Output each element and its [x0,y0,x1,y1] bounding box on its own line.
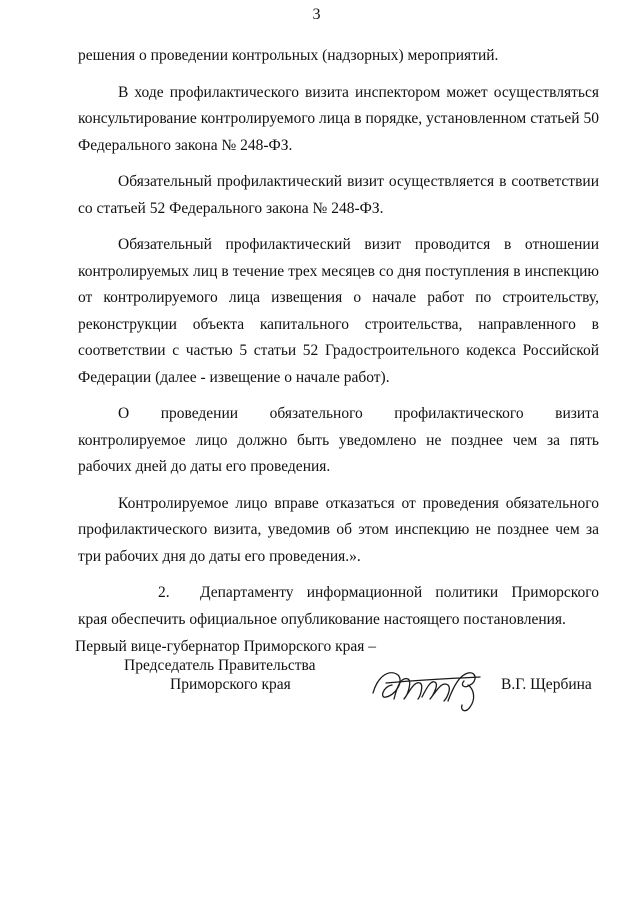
paragraph-consultation: В ходе профилактического визита инспектором может осуществляться консультирование контролируемого лица в порядке, установленном статьей 50 Федерального закона № 248-ФЗ. [78,83,599,154]
numbered-item-2 [78,580,599,633]
signatory-title-line-1: Первый вице-губернатор Приморского края – [75,638,377,655]
paragraph-mandatory-visit: Обязательный профилактический визит осуществляется в соответствии со статьей 52 Федерального закона № 248-ФЗ. [78,173,599,217]
document-body [78,43,599,643]
signer-name: В.Г. Щербина [501,676,592,693]
item-number: 2. [158,584,170,601]
paragraph-refusal: Контролируемое лицо вправе отказаться от проведения обязательного профилактического визита, уведомив об этом инспекцию не позднее чем за три рабочих дня до даты его проведения.». [78,494,599,565]
handwritten-signature [368,655,508,715]
signatory-title-line-3: Приморского края [170,676,291,693]
paragraph-notification: О проведении обязательного профилактического визита контролируемое лицо должно быть уведомлено не позднее чем за пять рабочих дней до даты его проведения. [78,405,599,475]
signatory-title-line-2: Председатель Правительства [124,657,316,674]
paragraph-continuation: решения о проведении контрольных (надзорных) мероприятий. [78,47,499,64]
signatory-title [75,637,375,694]
item-text: Департаменту информационной политики Приморского края обеспечить официальное опубликование настоящего постановления. [78,584,599,628]
page-number: 3 [312,6,321,23]
paragraph-visit-timing: Обязательный профилактический визит проводится в отношении контролируемых лиц в течение трех месяцев со дня поступления в инспекцию от контролируемого лица извещения о начале работ по строительству, реконструкции объекта капитального строительства, направленного в соответствии с частью 5 статьи 52 Градостроительного кодекса Российской Федерации (далее - извещение о начале работ). [78,236,599,386]
